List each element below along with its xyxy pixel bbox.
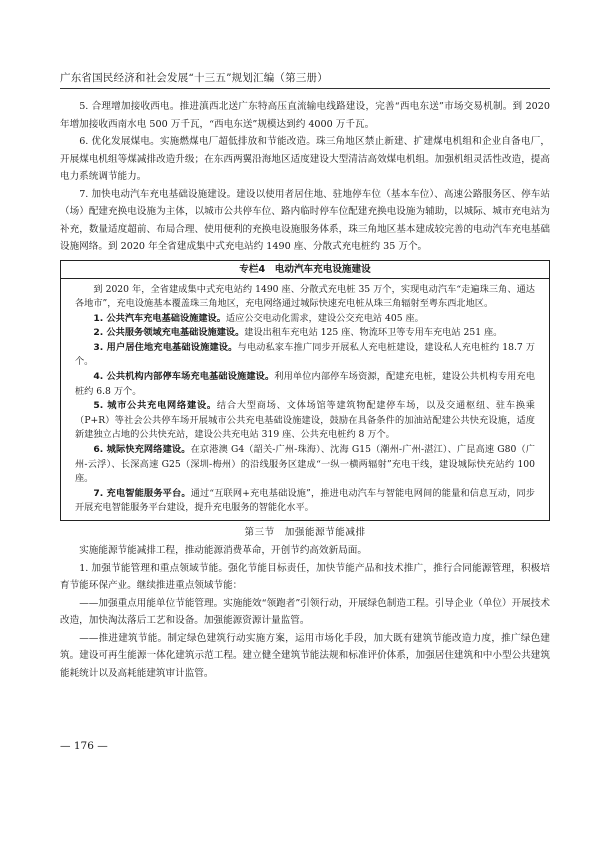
box-item-text: 建设出租车充电站 125 座、物流环卫等专用车充电站 251 座。 — [244, 327, 503, 339]
box-item-text: 与电动私家车推广同步开展私人充电桩建设，建设私人充电桩约 18.7 万个。 — [75, 341, 535, 368]
box-item-text: 通过“互联网+充电基础设施”，推进电动汽车与智能电网间的能量和信息互动，同步开展充电智能服务平台建设，提升充电服务的智能化水平。 — [75, 487, 535, 514]
paragraph: 6. 优化发展煤电。实施燃煤电厂超低排放和节能改造。珠三角地区禁止新建、扩建煤电机组和企业自备电厂，开展煤电机组等煤减排改造升级；在东西两翼沿海地区适度建设大型清洁高效煤电机组。加强机组灵活性改造，提高电力系统调节能力。 — [60, 136, 550, 182]
box-body — [61, 279, 549, 521]
paragraph: 7. 加快电动汽车充电基础设施建设。建设以使用者居住地、驻地停车位（基本车位）、高速公路服务区、停车站（场）配建充换电设施为主体，以城市公共停车位、路内临时停车位配建充换电设施为辅助，以城际、城市充电站为补充，数量适度超前、布局合理、使用便利的充换电设施服务体系，珠三角地区基本建成较完善的电动汽车充电基础设施网络。到 2020 年全省建成集中式充电站约 1490 座、分散式充电桩约 35 万个。 — [60, 188, 550, 252]
box-item-heading: 6. 城际快充网络建设。 — [93, 444, 191, 456]
section-heading: 第三节 加强能源节能减排 — [244, 527, 366, 538]
box-item-heading: 4. 公共机构内部停车场充电基础设施建设。 — [93, 371, 275, 383]
paragraph: ——加强重点用能单位节能管理。实施能效“领跑者”引领行动，开展绿色制造工程。引导企业（单位）开展技术改造，加快淘汰落后工艺和设备。加强能源资源计量监管。 — [60, 597, 550, 626]
box-item — [75, 370, 535, 399]
paragraph: 1. 加强节能管理和重点领域节能。强化节能目标责任，加快节能产品和技术推广，推行合同能源管理，积极培育节能环保产业。继续推进重点领域节能： — [60, 562, 550, 591]
box-title: 专栏4 电动汽车充电设施建设 — [61, 261, 549, 279]
paragraph: 实施能源节能减排工程，推动能源消费革命，开创节约高效新局面。 — [79, 545, 367, 556]
page-number: — 176 — — [60, 740, 108, 752]
paragraph: 5. 合理增加接收西电。推进滇西北送广东特高压直流输电线路建设，完善“西电东送”市场交易机制。到 2020 年增加接收西南水电 500 万千瓦，“西电东送”规模达到约 4000 万千瓦。 — [60, 101, 550, 130]
box-item-text: 在京港澳 G4（韶关-广州-珠海）、沈海 G15（潮州-广州-湛江）、广昆高速 G80（广州-云浮）、长深高速 G25（深圳-梅州）的沿线服务区建成“一纵一横两辐射”充电干线，建设城际快充站约 100 座。 — [75, 444, 535, 485]
box-item-heading: 2. 公共服务领域充电基础设施建设。 — [93, 327, 245, 339]
box-item — [75, 443, 535, 487]
box-intro: 到 2020 年，全省建成集中式充电站约 1490 座、分散式充电桩 35 万个，实现电动汽车“走遍珠三角、通达各地市”，充电设施基本覆盖珠三角地区，充电网络通过城际快速充电桩从珠三角辐射至粤东西北地区。 — [75, 283, 535, 310]
box-item — [75, 326, 535, 341]
running-header: 广东省国民经济和社会发展“十三五”规划汇编（第三册） — [60, 70, 550, 89]
box-item — [75, 312, 535, 327]
box-item-heading: 3. 用户居住地充电基础设施建设。 — [93, 341, 238, 353]
header-rule — [60, 88, 550, 89]
sidebar-box — [60, 260, 550, 522]
box-item-text: 利用单位内部停车场资源，配建充电桩，建设公共机构专用充电桩约 6.8 万个。 — [75, 371, 535, 397]
box-item-heading: 7. 充电智能服务平台。 — [93, 487, 191, 499]
paragraph: ——推进建筑节能。制定绿色建筑行动实施方案，运用市场化手段，加大既有建筑节能改造力度，推广绿色建筑。建设可再生能源一体化建筑示范工程。建立健全建筑节能法规和标准评价体系，加强居住建筑和中小型公共建筑能耗统计以及高耗能建筑审计监管。 — [60, 632, 550, 679]
box-item-text: 适应公交电动化需求，建设公交充电站 405 座。 — [225, 312, 424, 324]
box-item-heading: 1. 公共汽车充电基础设施建设。 — [93, 312, 226, 324]
box-item — [75, 341, 535, 370]
box-item — [75, 487, 535, 516]
box-item — [75, 399, 535, 443]
main-content — [60, 98, 550, 682]
box-item-text: 结合大型商场、文体场馆等建筑物配建停车场，以及交通枢纽、驻车换乘（P+R）等社会公共停车场开展城市公共充电基础设施建设，鼓励在具备条件的加油站配建公共快充设施，适度新建独立占地的公共快充站，建设公共充电站 319 座、公共充电桩约 8 万个。 — [75, 400, 535, 441]
box-item-heading: 5. 城市公共充电网络建设。 — [93, 400, 217, 412]
